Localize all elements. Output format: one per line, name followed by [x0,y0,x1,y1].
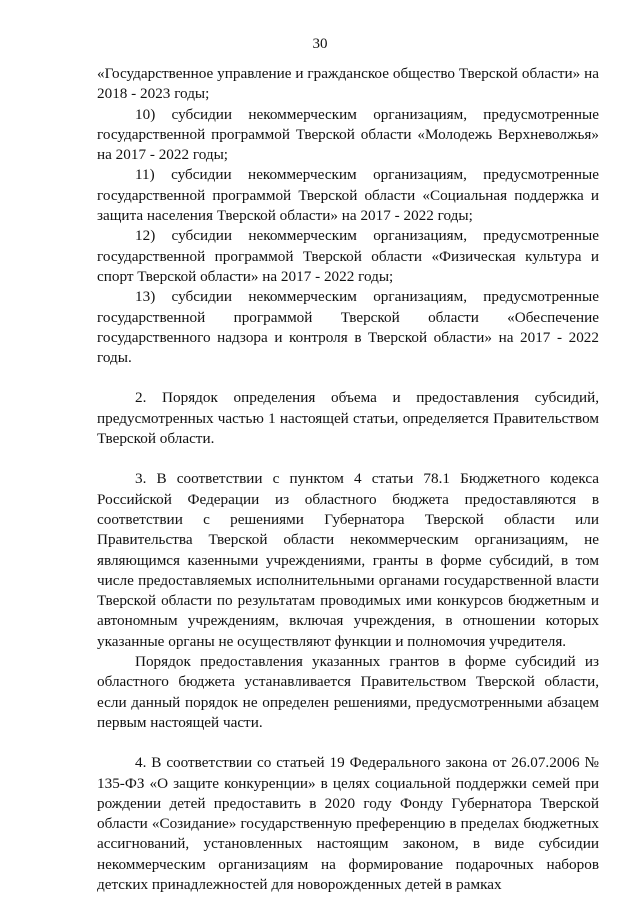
paragraph-continuation: «Государственное управление и гражданское общество Тверской области» на 2018 - 2023 годы; [97,65,599,103]
section-3-second-paragraph: Порядок предоставления указанных грантов в форме субсидий из областного бюджета устанавливается Правительством Тверской области, если данный порядок не определен решениями, предусмотренными абзацем первым настоящей части. [97,653,599,731]
page-number: 30 [312,36,328,52]
section-3-paragraph: 3. В соответствии с пунктом 4 статьи 78.1 Бюджетного кодекса Российской Федерации из областного бюджета предоставляются в соответствии с решениями Губернатора Тверской области или Правительства Тверской области некоммерческим организациям, не являющимся казенными учреждениями, гранты в форме субсидий, в том числе предоставляемых исполнительными органами государственной власти Тверской области по результатам проводимых ими конкурсов бюджетным и автономным учреждениям, включая учреждения, в отношении которых указанные органы не осуществляют функции и полномочия учредителя. [97,470,599,650]
section-2-paragraph: 2. Порядок определения объема и предоставления субсидий, предусмотренных частью 1 настоящей статьи, определяется Правительством Тверской области. [97,389,599,448]
list-item-11: 11) субсидии некоммерческим организациям, предусмотренные государственной программой Тверской области «Социальная поддержка и защита населения Тверской области» на 2017 - 2022 годы; [97,166,599,225]
list-item-12: 12) субсидии некоммерческим организациям, предусмотренные государственной программой Тверской области «Физическая культура и спорт Тверской области» на 2017 - 2022 годы; [97,227,599,285]
body-text [97,64,599,895]
list-item-13: 13) субсидии некоммерческим организациям, предусмотренные государственной программой Тверской области «Обеспечение государственного надзора и контроля в Тверской области» на 2017 - 2022 годы. [97,288,599,367]
list-item-10: 10) субсидии некоммерческим организациям, предусмотренные государственной программой Тверской области «Молодежь Верхневолжья» на 2017 - 2022 годы; [97,105,599,164]
section-4-paragraph: 4. В соответствии со статьей 19 Федерального закона от 26.07.2006 № 135-ФЗ «О защите конкуренции» в целях социальной поддержки семей при рождении детей предоставить в 2020 году Фонду Губернатора Тверской области «Созидание» государственную преференцию в пределах бюджетных ассигнований, установленных настоящим законом, в виде субсидии некоммерческим организациям на формирование подарочных наборов детских принадлежностей для новорожденных детей в рамках [97,754,599,893]
